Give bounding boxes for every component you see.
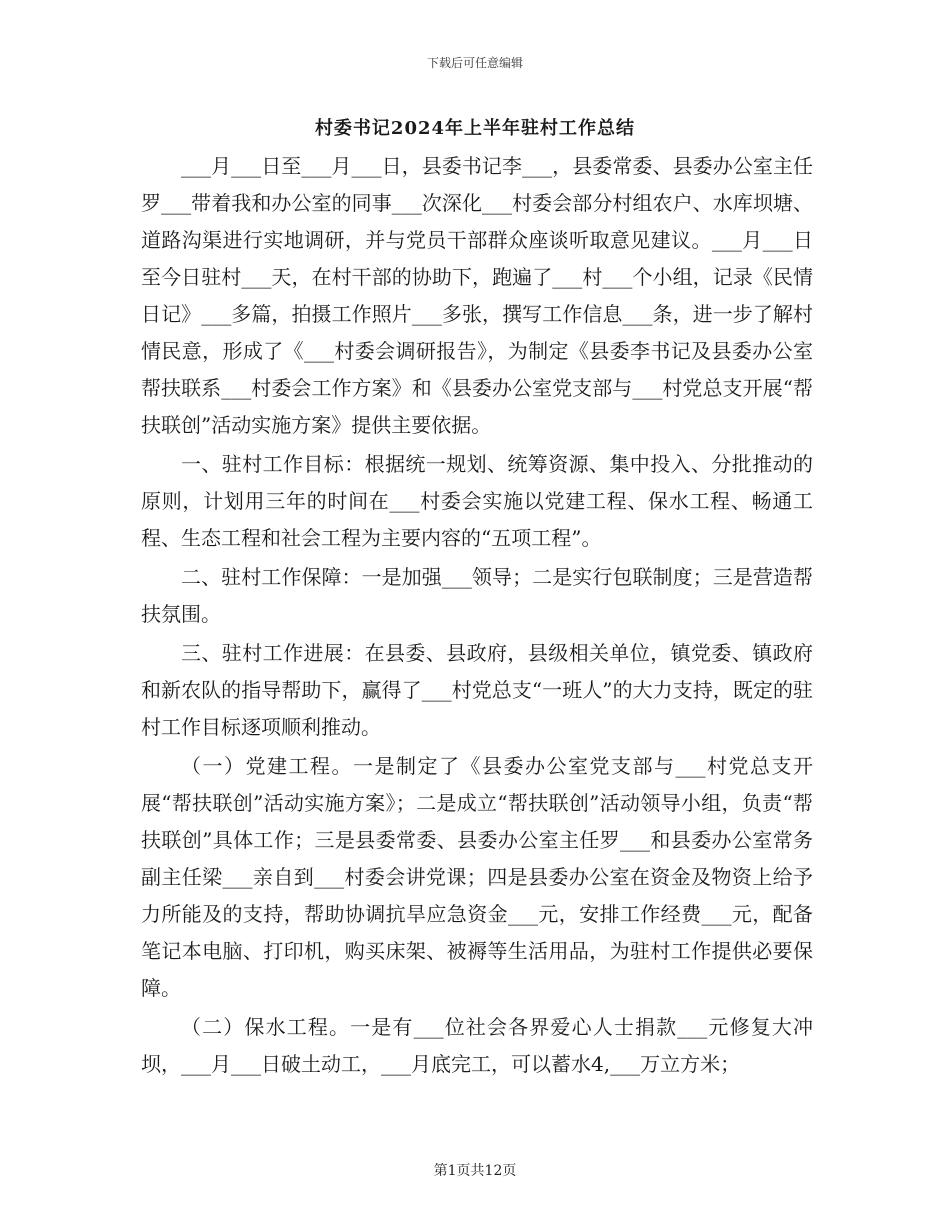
paragraph-guarantee: 二、驻村工作保障：一是加强___领导；二是实行包联制度；三是营造帮扶氛围。 [141,565,813,626]
paragraph-goals: 一、驻村工作目标：根据统一规划、统筹资源、集中投入、分批推动的原则，计划用三年的时间在___村委会实施以党建工程、保水工程、畅通工程、生态工程和社会工程为主要内容的“五项工程”。 [141,452,813,550]
document-title: 村委书记2024年上半年驻村工作总结 [314,118,636,139]
paragraph-party-building: （一）党建工程。一是制定了《县委办公室党支部与___村党总支开展“帮扶联创”活动实施方案》；二是成立“帮扶联创”活动领导小组，负责“帮扶联创”具体工作；三是县委常委、县委办公室主任罗___和县委办公室常务副主任梁___亲自到___村委会讲党课；四是县委办公室在资金及物资上给予力所能及的支持，帮助协调抗旱应急资金___元，安排工作经费___元，配备笔记本电脑、打印机，购买床架、被褥等生活用品，为驻村工作提供必要保障。 [141,754,813,1000]
page-number: 第1页共12页 [433,1163,517,1179]
paragraph-water-project: （二）保水工程。一是有___位社会各界爱心人士捐款___元修复大冲坝，___月___日破土动工，___月底完工，可以蓄水4,___万立方米； [141,1015,813,1076]
paragraph-progress: 三、驻村工作进展：在县委、县政府，县级相关单位，镇党委、镇政府和新农队的指导帮助下，赢得了___村党总支“一班人”的大力支持，既定的驻村工作目标逐项顺利推动。 [141,641,813,739]
paragraph-intro: ___月___日至___月___日，县委书记李___，县委常委、县委办公室主任罗___带着我和办公室的同事___次深化___村委会部分村组农户、水库坝塘、道路沟渠进行实地调研，并与党员干部群众座谈听取意见建议。___月___日至今日驻村___天，在村干部的协助下，跑遍了___村___个小组，记录《民情日记》___多篇，拍摄工作照片___多张，撰写工作信息___条，进一步了解村情民意，形成了《___村委会调研报告》，为制定《县委李书记及县委办公室帮扶联系___村委会工作方案》和《县委办公室党支部与___村党总支开展“帮扶联创”活动实施方案》提供主要依据。 [141,154,813,437]
page-header-note: 下载后可任意编辑 [426,56,523,70]
document-body [141,148,813,1085]
